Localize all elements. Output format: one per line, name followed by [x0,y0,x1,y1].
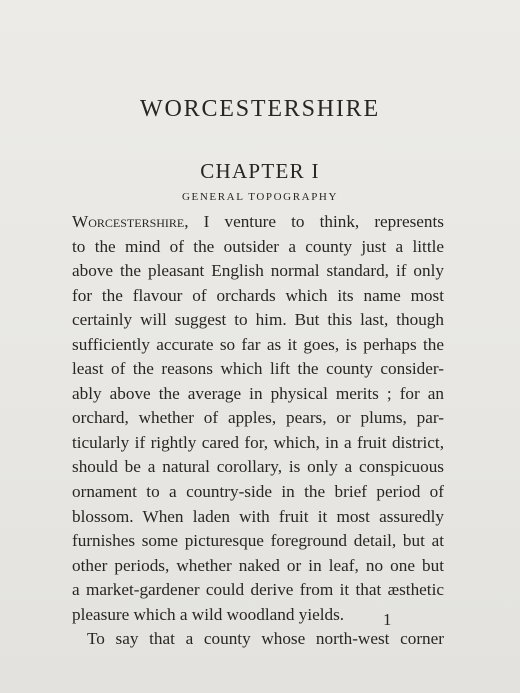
text-line: ably above the average in physical merits ; for an [72,383,444,403]
text-line: least of the reasons which lift the county consider- [72,359,444,379]
text-line: a market-gardener could derive from it that æsthetic [72,580,444,600]
text-line: furnishes some picturesque foreground detail, but at [72,531,444,551]
text-line: to the mind of the outsider a county just a little [72,236,444,256]
body-text [72,210,444,652]
text-line: for the flavour of orchards which its name most [72,285,444,305]
drop-word-first-letter: W [72,212,89,231]
text-line: To say that a county whose north-west corner [87,629,444,649]
chapter-title: CHAPTER I [200,159,320,183]
text-line: ornament to a country-side in the brief period of [72,482,444,502]
page-number: 1 [383,610,392,629]
text-line: other periods, whether naked or in leaf, no one but [72,555,444,575]
text-line: above the pleasant English normal standard, if only [72,261,444,281]
text-line: orchard, whether of apples, pears, or plums, par- [72,408,444,428]
text-line-content: I venture to think, represents [188,212,444,231]
book-title: WORCESTERSHIRE [140,96,380,122]
text-line: blossom. When laden with fruit it most assuredly [72,506,444,526]
text-line: pleasure which a wild woodland yields. [72,604,345,624]
chapter-subtitle: GENERAL TOPOGRAPHY [181,191,339,203]
text-line: should be a natural corollary, is only a conspicuous [72,457,444,477]
text-line: certainly will suggest to him. But this last, though [72,310,444,330]
text-line: ticularly if rightly cared for, which, in a fruit district, [72,432,444,452]
drop-word-rest: orcestershire, [88,212,189,231]
text-line: sufficiently accurate so far as it goes, is perhaps the [72,334,444,354]
text-line [72,210,444,235]
